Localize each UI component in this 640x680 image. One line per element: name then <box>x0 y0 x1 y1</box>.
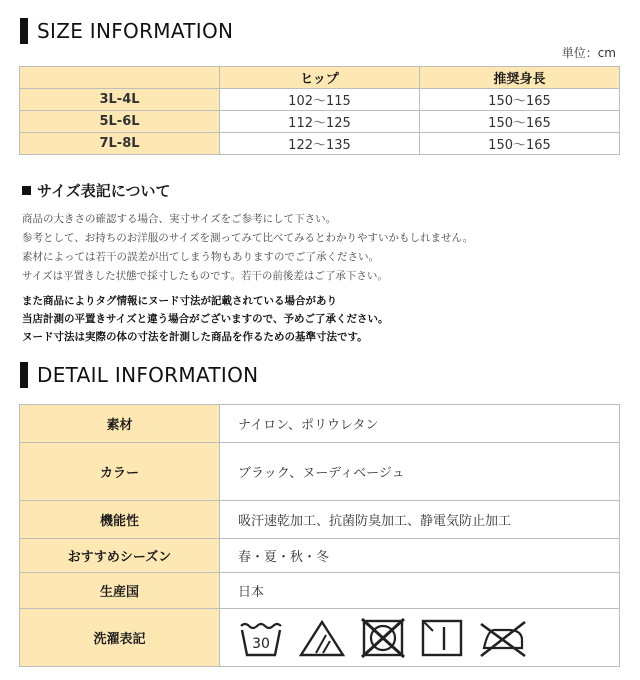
col-hip-header: ヒップ <box>220 67 420 89</box>
size-section-heading <box>20 18 233 44</box>
no-iron-icon <box>478 618 528 658</box>
care-icons <box>238 618 619 658</box>
note-line: サイズは平置きした状態で採寸したものです。若干の前後差はご了承下さい。 <box>22 270 388 282</box>
note-line: 参考として、お持ちのお洋服のサイズを測ってみて比べてみるとわかりやすいかもしれません。 <box>22 232 474 244</box>
bold-note-line: ヌード寸法は実際の体の寸法を計測した商品を作るための基準寸法です。 <box>22 331 368 343</box>
detail-heading-text: DETAIL INFORMATION <box>37 363 259 387</box>
size-notes-title-text: サイズ表記について <box>37 182 171 200</box>
heading-bar <box>20 362 28 388</box>
size-label: 3L-4L <box>20 89 220 111</box>
detail-label: 生産国 <box>20 573 220 609</box>
table-row <box>20 443 620 501</box>
table-row <box>20 539 620 573</box>
detail-value: ナイロン、ポリウレタン <box>220 405 620 443</box>
size-table-corner <box>20 67 220 89</box>
heading-bar <box>20 18 28 44</box>
table-row <box>20 111 620 133</box>
detail-label: カラー <box>20 443 220 501</box>
line-dry-icon <box>420 618 464 658</box>
size-bold-notes <box>22 292 388 346</box>
height-value: 150〜165 <box>420 111 620 133</box>
note-line: 商品の大きさの確認する場合、実寸サイズをご参考にして下さい。 <box>22 213 337 225</box>
hip-value: 102〜115 <box>220 89 420 111</box>
bold-note-line: 当店計測の平置きサイズと違う場合がございますので、予めご了承ください。 <box>22 313 389 325</box>
height-value: 150〜165 <box>420 89 620 111</box>
table-row <box>20 405 620 443</box>
bold-note-line: また商品によりタグ情報にヌード寸法が記載されている場合があり <box>22 295 337 307</box>
height-value: 150〜165 <box>420 133 620 155</box>
detail-value: 春・夏・秋・冬 <box>220 539 620 573</box>
table-row <box>20 501 620 539</box>
detail-value: ブラック、ヌーディベージュ <box>220 443 620 501</box>
bleach-triangle-icon <box>298 618 346 658</box>
detail-value: 日本 <box>220 573 620 609</box>
col-height-header: 推奨身長 <box>420 67 620 89</box>
detail-value: 吸汗速乾加工、抗菌防臭加工、静電気防止加工 <box>220 501 620 539</box>
detail-label: おすすめシーズン <box>20 539 220 573</box>
detail-label: 洗濯表記 <box>20 609 220 667</box>
care-icons-cell <box>220 609 620 667</box>
hip-value: 112〜125 <box>220 111 420 133</box>
hip-value: 122〜135 <box>220 133 420 155</box>
detail-section-heading <box>20 362 258 388</box>
wash-temp-text: 30 <box>252 635 270 652</box>
size-label: 5L-6L <box>20 111 220 133</box>
table-row <box>20 89 620 111</box>
detail-label: 機能性 <box>20 501 220 539</box>
size-notes <box>22 210 473 286</box>
no-tumble-dry-icon <box>360 618 406 658</box>
table-row <box>20 133 620 155</box>
table-row <box>20 573 620 609</box>
square-bullet-icon <box>22 186 31 195</box>
wash-30-icon <box>238 618 284 658</box>
table-row <box>20 609 620 667</box>
size-label: 7L-8L <box>20 133 220 155</box>
detail-label: 素材 <box>20 405 220 443</box>
size-table-header <box>20 67 620 89</box>
size-notes-title <box>22 180 171 201</box>
note-line: 素材によっては若干の誤差が出てしまう物もありますのでご了承ください。 <box>22 251 379 263</box>
detail-table <box>19 404 620 667</box>
unit-label: 単位：cm <box>561 46 616 60</box>
size-table <box>19 66 620 155</box>
size-heading-text: SIZE INFORMATION <box>37 19 234 43</box>
